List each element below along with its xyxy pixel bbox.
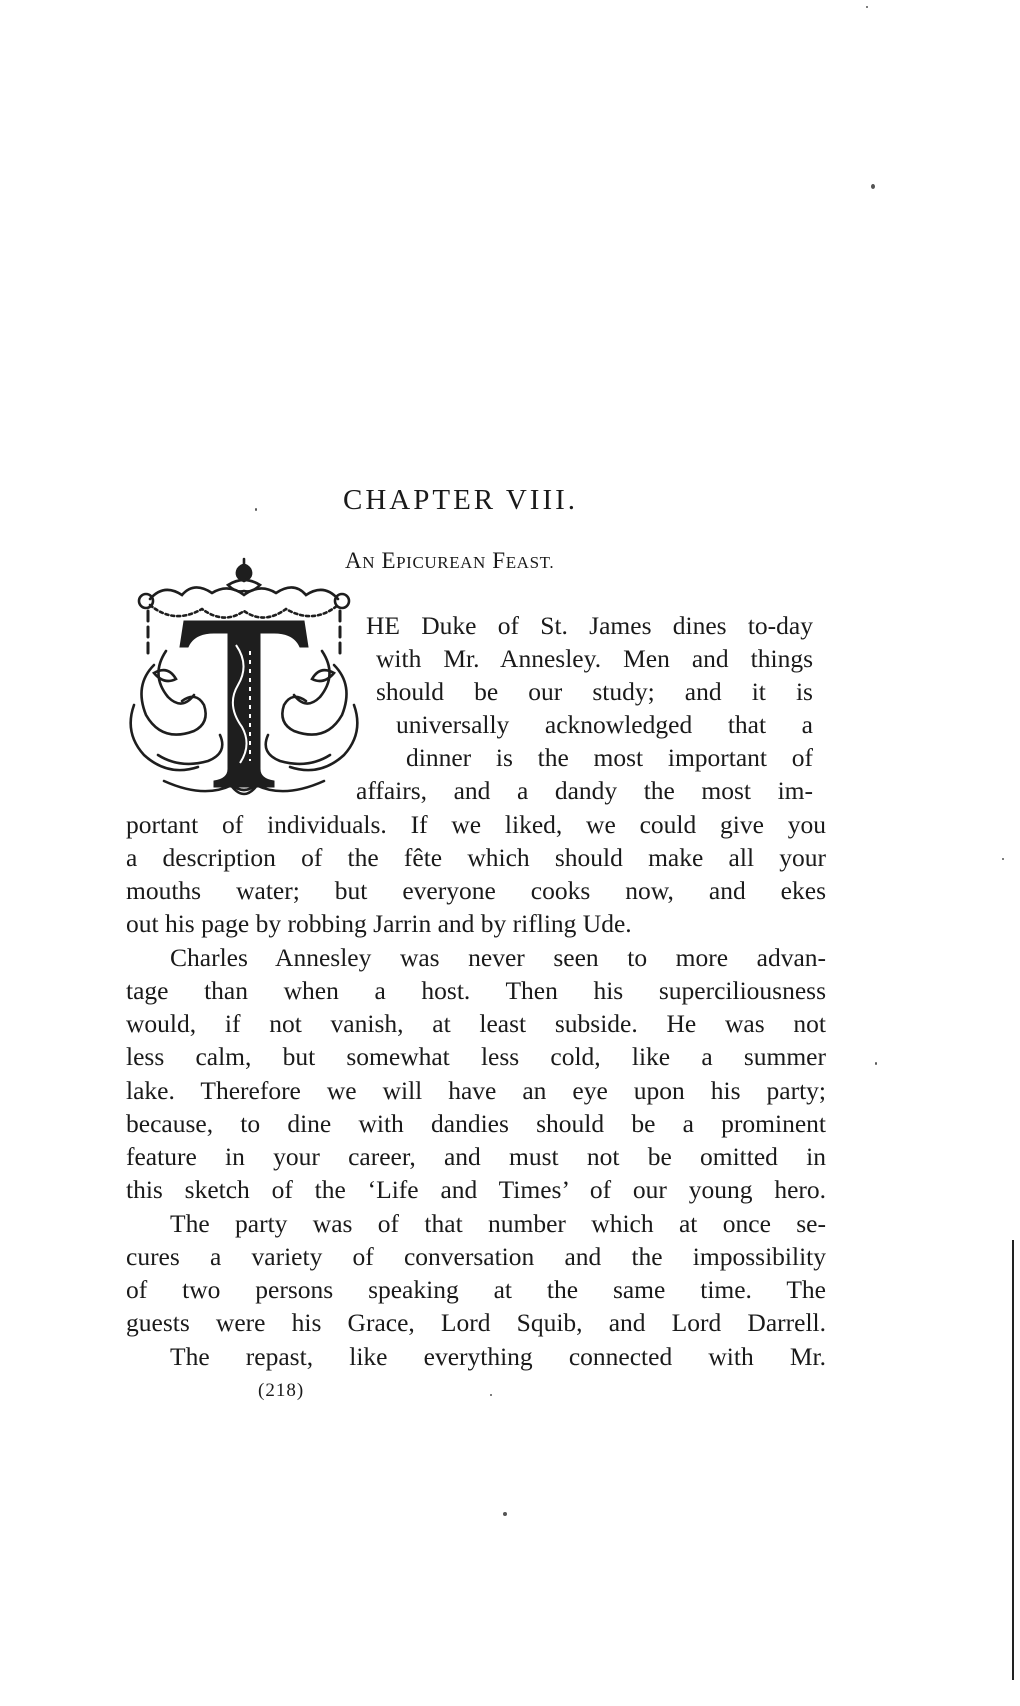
scan-speck xyxy=(490,1394,492,1396)
title-word-3-rest: EAST. xyxy=(505,553,555,572)
scan-speck xyxy=(1002,858,1004,860)
text-line: The repast, like everything connected with Mr. xyxy=(170,1342,826,1371)
title-word-1-initial: A xyxy=(345,548,363,573)
title-word-2-initial: E xyxy=(381,548,397,573)
scan-speck xyxy=(255,508,257,511)
text-line: this sketch of the ‘Life and Times’ of our young hero. xyxy=(126,1175,826,1204)
chapter-heading: CHAPTER VIII. xyxy=(343,484,579,516)
title-word-3-initial: F xyxy=(492,548,506,573)
text-line: feature in your career, and must not be omitted in xyxy=(126,1142,826,1171)
scan-speck xyxy=(871,184,875,189)
text-line: would, if not vanish, at least subside. He was not xyxy=(126,1009,826,1038)
text-line: of two persons speaking at the same time. The xyxy=(126,1275,826,1304)
scan-speck xyxy=(866,6,868,8)
text-line: HE Duke of St. James dines to-day xyxy=(366,611,813,640)
text-line: tage than when a host. Then his superciliousness xyxy=(126,976,826,1005)
text-line: because, to dine with dandies should be a prominent xyxy=(126,1109,826,1138)
text-line: lake. Therefore we will have an eye upon his party; xyxy=(126,1076,826,1105)
text-line: a description of the fête which should make all your xyxy=(126,843,826,872)
text-line: guests were his Grace, Lord Squib, and Lord Darrell. xyxy=(126,1308,826,1337)
text-line: mouths water; but everyone cooks now, and ekes xyxy=(126,876,826,905)
text-line: less calm, but somewhat less cold, like a summer xyxy=(126,1042,826,1071)
text-line: universally acknowledged that a xyxy=(396,710,813,739)
title-word-1-rest: N xyxy=(362,553,376,572)
text-line: dinner is the most important of xyxy=(406,743,813,772)
text-line: out his page by robbing Jarrin and by rifling Ude. xyxy=(126,909,632,938)
text-line: affairs, and a dandy the most im- xyxy=(356,776,813,805)
scan-speck xyxy=(503,1512,507,1516)
text-line: with Mr. Annesley. Men and things xyxy=(376,644,813,673)
text-line: portant of individuals. If we liked, we could give you xyxy=(126,810,826,839)
chapter-title xyxy=(345,548,554,574)
ornamental-drop-cap xyxy=(124,555,364,810)
text-line: should be our study; and it is xyxy=(376,677,813,706)
scan-edge-mark xyxy=(1012,1240,1014,1680)
text-line: cures a variety of conversation and the impossibility xyxy=(126,1242,826,1271)
text-line: Charles Annesley was never seen to more advan- xyxy=(170,943,826,972)
scan-speck xyxy=(875,1062,877,1065)
text-line: The party was of that number which at once se- xyxy=(170,1209,826,1238)
page-number: (218) xyxy=(258,1380,305,1401)
title-word-2-rest: PICUREAN xyxy=(396,553,486,572)
